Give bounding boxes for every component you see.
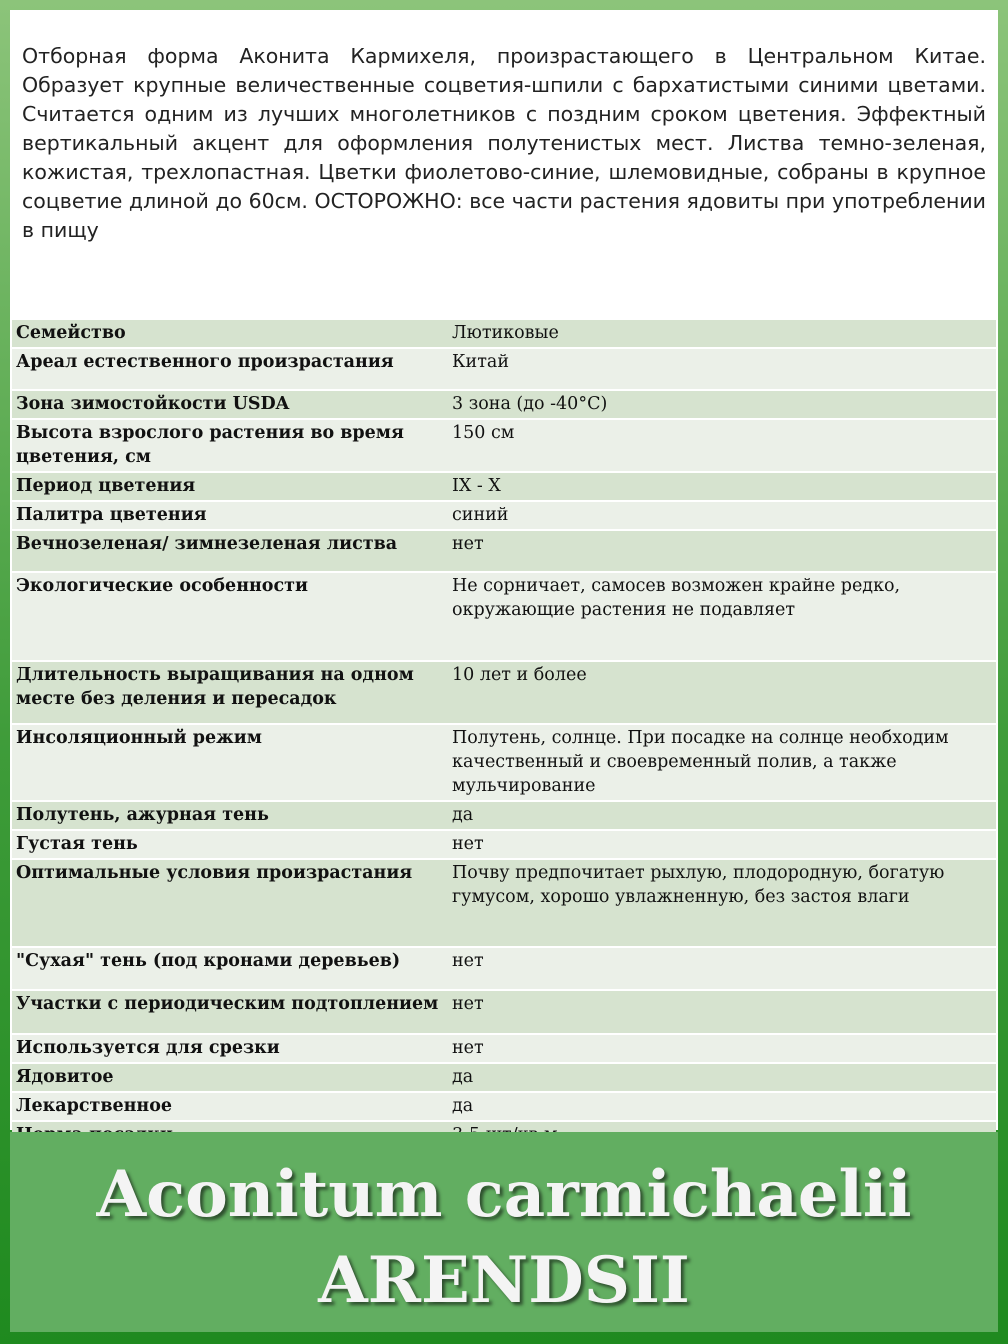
property-key: Семейство: [12, 320, 448, 348]
plant-latin-name: Aconitum carmichaelii: [96, 1157, 912, 1232]
property-key: Высота взрослого растения во время цветения, см: [12, 419, 448, 472]
property-value: Не сорничает, самосев возможен крайне редко, окружающие растения не подавляет: [448, 572, 996, 661]
property-value: да: [448, 801, 996, 830]
property-key: Оптимальные условия произрастания: [12, 859, 448, 947]
property-value: Полутень, солнце. При посадке на солнце необходим качественный и своевременный полив, а также мульчирование: [448, 724, 996, 801]
properties-table: [12, 320, 996, 1151]
property-value: да: [448, 1063, 996, 1092]
property-key: Период цветения: [12, 472, 448, 501]
property-value: нет: [448, 830, 996, 859]
table-row: [12, 661, 996, 724]
property-value: да: [448, 1092, 996, 1121]
table-row: [12, 990, 996, 1034]
property-key: Зона зимостойкости USDA: [12, 390, 448, 419]
property-value: 3 зона (до -40°C): [448, 390, 996, 419]
property-value: Лютиковые: [448, 320, 996, 348]
property-key: Полутень, ажурная тень: [12, 801, 448, 830]
table-row: [12, 859, 996, 947]
property-key: Участки с периодическим подтоплением: [12, 990, 448, 1034]
property-value: нет: [448, 1034, 996, 1063]
property-value: 150 см: [448, 419, 996, 472]
table-row: [12, 472, 996, 501]
table-row: [12, 501, 996, 530]
table-row: [12, 348, 996, 390]
property-value: синий: [448, 501, 996, 530]
table-row: [12, 320, 996, 348]
property-value: Почву предпочитает рыхлую, плодородную, богатую гумусом, хорошо увлажненную, без застоя влаги: [448, 859, 996, 947]
table-row: [12, 801, 996, 830]
table-row: [12, 1063, 996, 1092]
table-row: [12, 1092, 996, 1121]
table-row: [12, 419, 996, 472]
property-value: Китай: [448, 348, 996, 390]
property-key: Используется для срезки: [12, 1034, 448, 1063]
table-row: [12, 830, 996, 859]
property-value: 10 лет и более: [448, 661, 996, 724]
plant-description: Отборная форма Аконита Кармихеля, произрастающего в Центральном Китае. Образует крупные величественные соцветия-шпили с бархатистыми синими цветами. Считается одним из лучших многолетников с поздним сроком цветения. Эффектный вертикальный акцент для оформления полутенистых мест. Листва темно-зеленая, кожистая, трехлопастная. Цветки фиолетово-синие, шлемовидные, собраны в крупное соцветие длиной до 60см. ОСТОРОЖНО: все части растения ядовиты при употреблении в пищу: [22, 44, 986, 242]
property-key: Вечнозеленая/ зимнезеленая листва: [12, 530, 448, 572]
property-key: Густая тень: [12, 830, 448, 859]
property-value: IX - X: [448, 472, 996, 501]
table-row: [12, 724, 996, 801]
property-value: нет: [448, 530, 996, 572]
table-row: [12, 530, 996, 572]
table-row: [12, 390, 996, 419]
property-key: Длительность выращивания на одном месте без деления и пересадок: [12, 661, 448, 724]
table-row: [12, 1034, 996, 1063]
plant-cultivar-name: ARENDSII: [318, 1243, 690, 1318]
property-value: нет: [448, 947, 996, 990]
property-key: Ареал естественного произрастания: [12, 348, 448, 390]
table-row: [12, 572, 996, 661]
table-row: [12, 947, 996, 990]
property-key: "Сухая" тень (под кронами деревьев): [12, 947, 448, 990]
content-frame: [10, 10, 998, 1130]
property-key: Экологические особенности: [12, 572, 448, 661]
property-key: Ядовитое: [12, 1063, 448, 1092]
property-value: нет: [448, 990, 996, 1034]
property-key: Лекарственное: [12, 1092, 448, 1121]
property-key: Инсоляционный режим: [12, 724, 448, 801]
title-banner: [10, 1132, 998, 1332]
property-key: Палитра цветения: [12, 501, 448, 530]
